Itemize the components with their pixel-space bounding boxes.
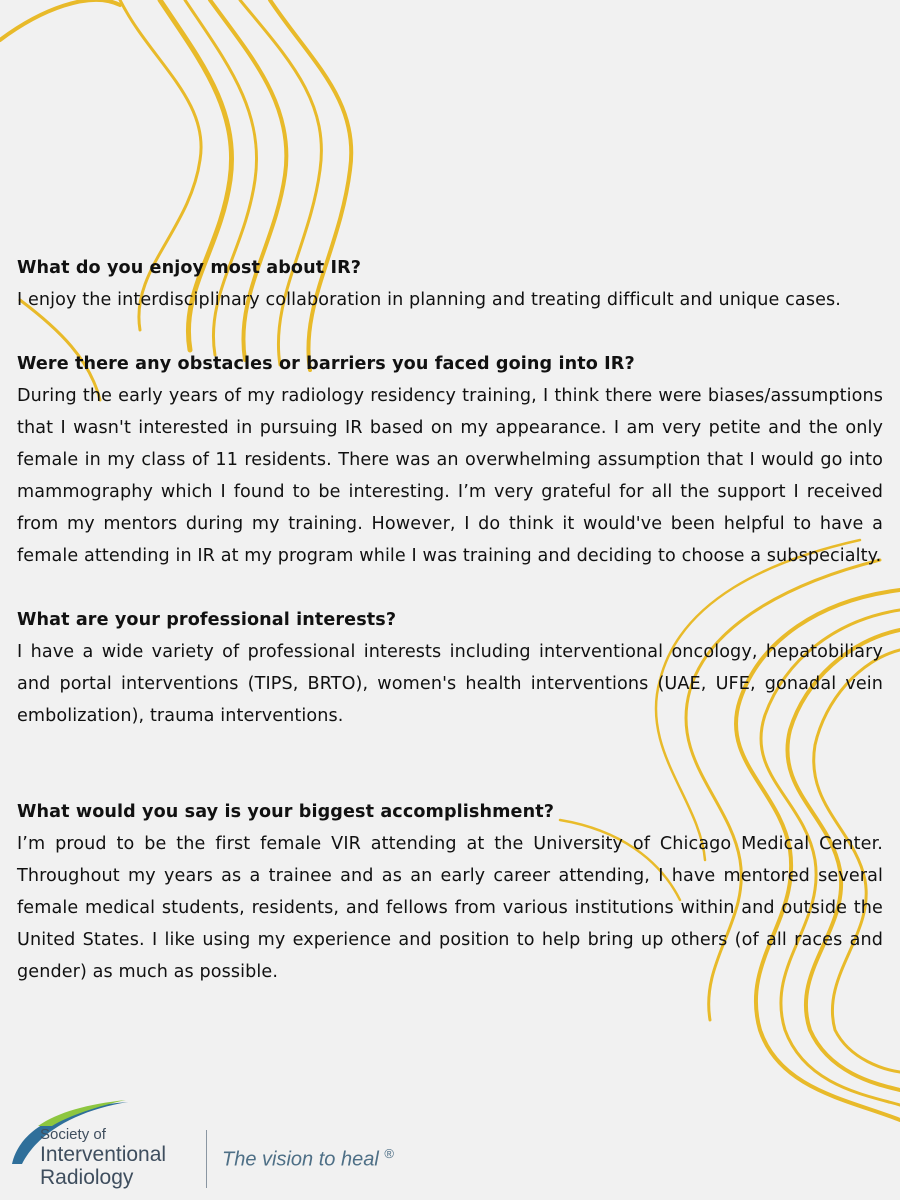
- sir-logo-text: [40, 1126, 166, 1189]
- answer-text: I have a wide variety of professional interests including interventional oncology, hepatobiliary and portal interventions (TIPS, BRTO), women's health interventions (UAE, UFE, gonadal vein embolization), trauma interventions.: [17, 642, 883, 726]
- question-heading: What would you say is your biggest accomplishment?: [17, 802, 555, 822]
- question-heading: What do you enjoy most about IR?: [17, 258, 362, 278]
- registered-mark: ®: [384, 1146, 394, 1161]
- answer-text: During the early years of my radiology residency training, I think there were biases/assumptions that I wasn't interested in pursuing IR based on my appearance. I am very petite and the only female in my class of 11 residents. There was an overwhelming assumption that I would go into mammography which I found to be interesting. I’m very grateful for all the support I received from my mentors during my training. However, I do think it would've been helpful to have a female attending in IR at my program while I was training and deciding to choose a subspecialty.: [17, 386, 883, 566]
- qa-enjoy: [17, 252, 883, 316]
- answer-text: I enjoy the interdisciplinary collaboration in planning and treating difficult and unique cases.: [17, 290, 841, 310]
- qa-content: [17, 252, 883, 988]
- footer: [8, 1096, 428, 1192]
- qa-interests: [17, 604, 883, 732]
- qa-accomplishment: [17, 796, 883, 988]
- org-line-3: Radiology: [40, 1166, 134, 1189]
- question-heading: Were there any obstacles or barriers you faced going into IR?: [17, 354, 635, 374]
- org-line-1: Society of: [40, 1126, 106, 1143]
- answer-text: I’m proud to be the first female VIR attending at the University of Chicago Medical Center. Throughout my years as a trainee and as an early career attending, I have mentored several female medical students, residents, and fellows from various institutions within and outside the United States. I like using my experience and position to help bring up others (of all races and gender) as much as possible.: [17, 834, 883, 982]
- footer-divider: [206, 1130, 207, 1188]
- org-line-2: Interventional: [40, 1143, 167, 1166]
- tagline: [222, 1146, 394, 1172]
- qa-obstacles: [17, 348, 883, 572]
- question-heading: What are your professional interests?: [17, 610, 397, 630]
- tagline-text: The vision to heal: [222, 1148, 379, 1171]
